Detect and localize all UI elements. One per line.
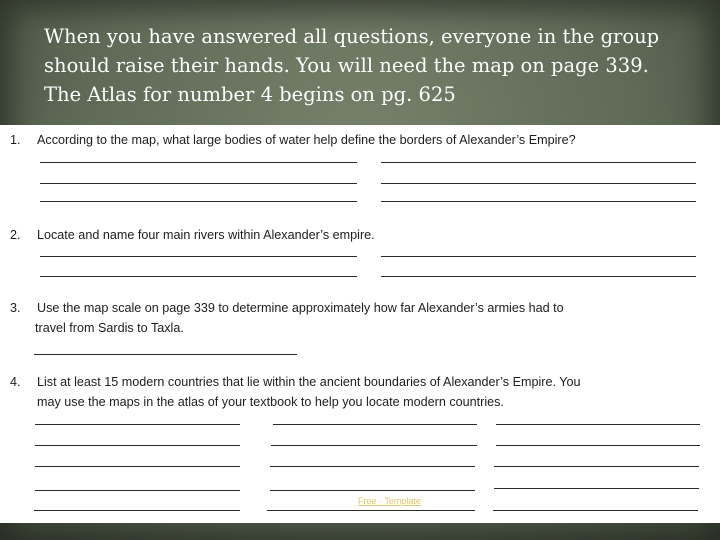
question-number: 1. <box>10 133 21 147</box>
answer-line[interactable] <box>270 490 475 491</box>
answer-line[interactable] <box>40 256 357 257</box>
answer-line[interactable] <box>381 201 696 202</box>
question-text: Locate and name four main rivers within Alexander’s empire. <box>37 228 375 242</box>
answer-line[interactable] <box>494 488 699 489</box>
answer-line[interactable] <box>381 162 696 163</box>
question-text-continued: may use the maps in the atlas of your textbook to help you locate modern countries. <box>37 395 504 409</box>
answer-line[interactable] <box>271 445 477 446</box>
question-number: 3. <box>10 301 21 315</box>
question-text: Use the map scale on page 339 to determine approximately how far Alexander’s armies had to <box>37 301 564 315</box>
answer-line[interactable] <box>34 510 240 511</box>
answer-line[interactable] <box>381 183 696 184</box>
answer-line[interactable] <box>35 424 240 425</box>
answer-line[interactable] <box>40 162 357 163</box>
footer-link[interactable]: Free · Template <box>358 496 421 506</box>
question-4 <box>10 372 710 412</box>
answer-line[interactable] <box>494 466 699 467</box>
answer-line[interactable] <box>493 510 698 511</box>
answer-line[interactable] <box>35 445 240 446</box>
question-number: 2. <box>10 228 21 242</box>
question-2 <box>10 225 710 245</box>
answer-line[interactable] <box>40 276 357 277</box>
answer-line[interactable] <box>34 354 297 355</box>
question-3 <box>10 298 710 338</box>
instructions-text: When you have answered all questions, everyone in the group should raise their hands. You will need the map on page 339. The Atlas for number 4 begins on pg. 625 <box>44 25 660 106</box>
answer-line[interactable] <box>381 276 696 277</box>
question-1 <box>10 130 710 150</box>
answer-line[interactable] <box>267 510 475 511</box>
question-text: List at least 15 modern countries that lie within the ancient boundaries of Alexander’s Empire. You <box>37 375 581 389</box>
question-number: 4. <box>10 375 21 389</box>
question-text: According to the map, what large bodies of water help define the borders of Alexander’s Empire? <box>37 133 576 147</box>
answer-line[interactable] <box>273 424 477 425</box>
answer-line[interactable] <box>35 490 240 491</box>
worksheet <box>0 125 720 523</box>
question-text-continued: travel from Sardis to Taxla. <box>35 321 184 335</box>
answer-line[interactable] <box>381 256 696 257</box>
answer-line[interactable] <box>40 183 357 184</box>
answer-line[interactable] <box>35 466 240 467</box>
answer-line[interactable] <box>496 424 700 425</box>
answer-line[interactable] <box>270 466 475 467</box>
answer-line[interactable] <box>496 445 700 446</box>
answer-line[interactable] <box>40 201 357 202</box>
